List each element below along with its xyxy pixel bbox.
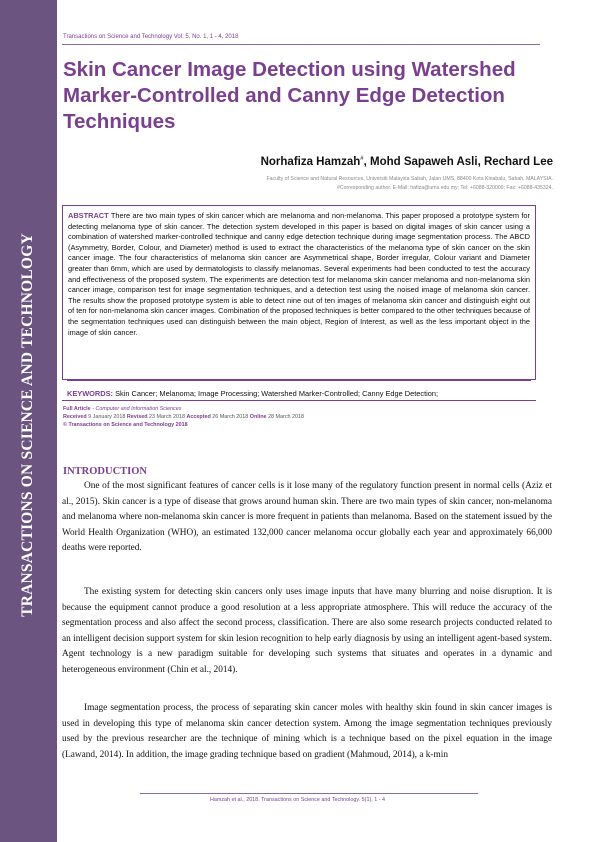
sidebar-journal-name: TRANSACTIONS ON SCIENCE AND TECHNOLOGY [19,233,36,617]
journal-sidebar [0,0,57,842]
abstract-box [62,205,536,380]
keywords-heading: KEYWORDS: [67,389,113,398]
abstract [68,211,530,338]
abstract-heading: ABSTRACT [68,211,109,220]
paragraph [62,585,552,678]
online-date: 28 March 2018 [266,414,305,420]
section-heading-introduction: INTRODUCTION [63,466,148,477]
received-label: Received [63,414,87,420]
article-meta [63,405,304,429]
corresponding-mark: # [360,156,364,163]
author-list [261,156,553,168]
paragraph-text-1: One of the most significant features of cancer cells is it lose many of the regulatory function present in normal cells (Aziz et al., 2015). Skin cancer is a type of disease that grows around human skin. There are two main types of skin cancer, non-melanoma and melanoma where non-melanoma skin cancer is more frequent in patients than melanoma. Based on the statement issued by the World Health Organization (WHO), an estimated 132,000 cancer melanoma occur globally each year and approximately 66,000 deaths were reported. [62,481,552,553]
paragraph [62,701,552,763]
keywords [67,389,537,398]
header-rule [62,44,540,45]
abstract-divider [67,380,531,381]
other-authors: , Mohd Sapaweh Asli, Rechard Lee [363,156,553,168]
affiliation: Faculty of Science and Natural Resources, Universiti Malaysia Sabah, Jalan UMS, 88400 Kota Kinabalu, Sabah, MALAYSIA. [266,176,553,182]
received-date: 9 January 2018 [86,414,127,420]
article-type-line [63,405,304,413]
copyright-line [63,421,304,429]
accepted-label: Accepted [186,414,211,420]
article-label: Full Article [63,406,91,412]
paragraph-text-3: Image segmentation process, the process of separating skin cancer moles with healthy skin found in skin cancer images is used in developing this type of melanoma skin cancer detection system. Among the image segmentation techniques previously used by the previous researcher are the technique of mining which is a technique based on the pixel equation in the image (Lawand, 2014). In addition, the image grading technique based on gradient (Mahmoud, 2014), a k-min [62,703,552,760]
abstract-text: There are two main types of skin cancer which are melanoma and non-melanoma. This paper proposed a prototype system for detecting melanoma type of skin cancer. The detection system developed in this paper is based on digital images of skin cancer using a combination of watershed marker-controlled technique and canny edge detection technique during image segmentation process. The ABCD (Asymmetry, Border, Colour, and Diameter) method is used to extract the characteristics of the melanoma type of skin cancer on the skin cancer image. The four characteristics of melanoma skin cancer are Asymmetrical shape, Border irregular, Colour variant and Diameter greater than 6mm, which are used by dermatologists to classify melanomas. Several experiments had been conducted to test the accuracy and effectiveness of the proposed system. The experiments are detection test for melanoma skin cancer melanoma and non-melanoma skin cancer image, comparison test for image segmentation techniques, and a detection test using the noised image of melanoma skin cancer. The results show the proposed prototype system is able to detect nine out of ten images of melanoma skin cancer and distinguish eight out of ten for non-melanoma skin cancer images. Combination of the proposed techniques is better compared to the other techniques because of the segmentation techniques used can distinguish between the main object, Region of Interest, as well as the less important object in the image of skin cancer. [68,211,531,337]
revised-date: 23 March 2018 [147,414,187,420]
paragraph [62,479,552,557]
dates-line [63,413,304,421]
paragraph-text-2: The existing system for detecting skin cancers only uses image inputs that have many blurring and noise disruption. It is because the equipment cannot produce a good resolution at a less appropriate atmosphere. This will reduce the accuracy of the segmentation process and also affect the second process, classification. There are also some research projects conducted related to an intelligent decision support system for skin lesion recognition to help early diagnosis by using an intelligent agent-based system. Agent technology is a new paradigm suitable for developing such systems that situates and operates in a dynamic and heterogeneous environment (Chin et al., 2014). [62,587,552,675]
online-label: Online [249,414,267,420]
accepted-date: 26 March 2018 [210,414,250,420]
keywords-text: Skin Cancer; Melanoma; Image Processing; Watershed Marker-Controlled; Canny Edge Detection; [115,389,439,398]
journal-citation-header: Transactions on Science and Technology Vol. 5, No. 1, 1 - 4, 2018 [63,34,239,40]
article-type: - Computer and Information Sciences [90,406,182,412]
first-author: Norhafiza Hamzah [260,156,361,168]
copyright: © Transactions on Science and Technology 2018 [63,422,188,428]
page-footer: Hamzah et al., 2018. Transactions on Science and Technology. 5(1), 1 - 4 [209,797,386,803]
paper-title: Skin Cancer Image Detection using Watershed Marker-Controlled and Canny Edge Detection Techniques [63,58,516,133]
affiliation-block [153,175,553,193]
keywords-bottom-rule [62,400,536,401]
footer-rule [140,793,478,794]
revised-label: Revised [126,414,148,420]
corresponding-author: #Corresponding author. E-Mail: hafiza@ums.edu.my; Tel: +6088-320000; Fax: +6088-435324. [337,185,553,191]
